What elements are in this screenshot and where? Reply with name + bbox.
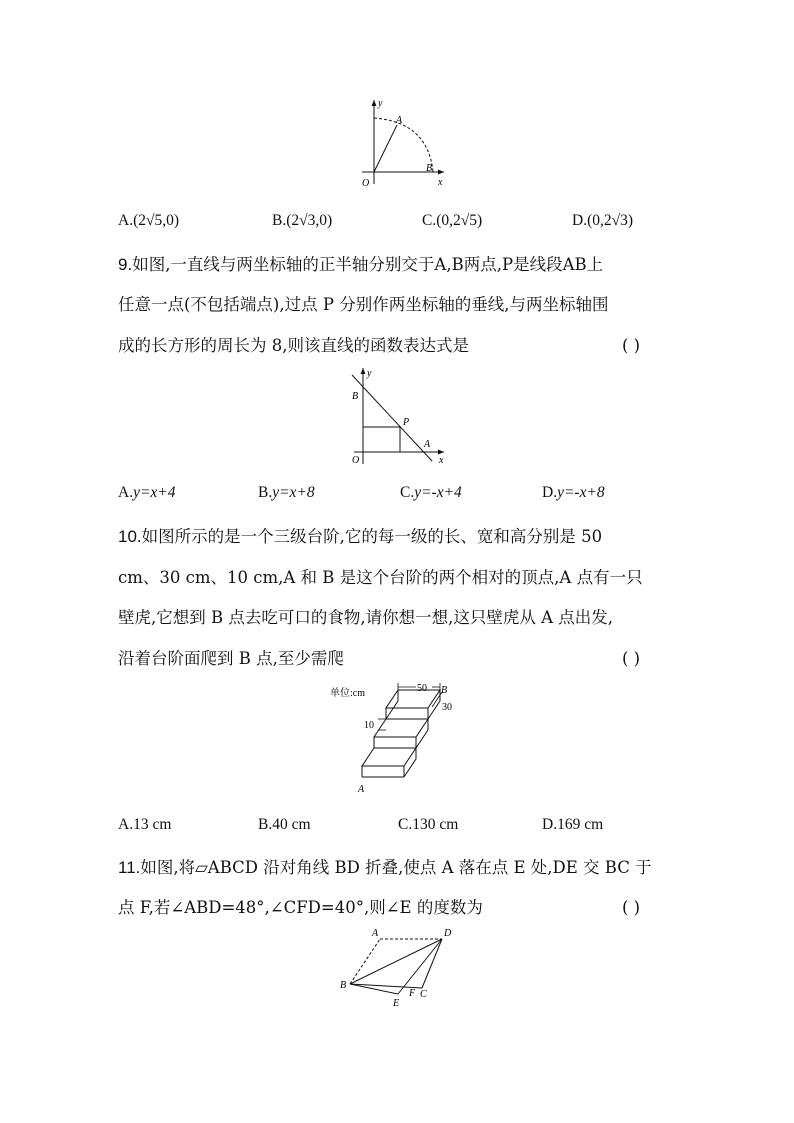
q9-answer-paren: ( ) xyxy=(622,336,641,355)
q9-option-c: C.y=-x+4 xyxy=(400,484,462,501)
q9-line-3: 成的长方形的周长为 8,则该直线的函数表达式是 xyxy=(118,336,469,355)
q8-label-b: B xyxy=(426,163,433,174)
q10-label-b: B xyxy=(441,685,448,696)
q10-option-c: C.130 cm xyxy=(398,816,459,833)
q10-line-1: 10.如图所示的是一个三级台阶,它的每一级的长、宽和高分别是 50 xyxy=(118,527,603,546)
q10-option-b: B.40 cm xyxy=(258,816,311,833)
q9-option-c-value: y=-x+4 xyxy=(414,484,462,501)
q9-x-arrow xyxy=(438,450,444,455)
q10-staircase-figure xyxy=(328,680,468,800)
q9-option-a-value: y=x+4 xyxy=(133,484,176,501)
q10-option-c-value: 130 cm xyxy=(412,816,459,833)
q10-height-label: 10 xyxy=(364,720,374,731)
q9-option-d: D.y=-x+8 xyxy=(542,484,605,501)
q8-label-y: y xyxy=(378,98,383,109)
q8-label-x: x xyxy=(438,177,443,188)
q11-number: 11. xyxy=(118,858,141,877)
q10-number: 10. xyxy=(118,527,142,546)
q11-label-d: D xyxy=(444,928,452,939)
q11-diagonal-bd xyxy=(350,939,442,984)
q8-y-arrow xyxy=(372,100,377,106)
q8-option-a: A.(2√5,0) xyxy=(118,212,180,229)
q9-line-2: 任意一点(不包括端点),过点 P 分别作两坐标轴的垂线,与两坐标轴围 xyxy=(118,295,609,314)
q11-line-1: 11.如图,将▱ABCD 沿对角线 BD 折叠,使点 A 落在点 E 处,DE 交 BC 于 xyxy=(118,858,652,877)
q9-label-b: B xyxy=(352,391,359,402)
q10-bottom-face xyxy=(362,748,416,766)
q11-label-b: B xyxy=(340,980,347,991)
q11-answer-paren: ( ) xyxy=(622,898,641,917)
q10-answer-paren: ( ) xyxy=(622,649,641,668)
q9-y-arrow xyxy=(361,368,366,374)
q9-line-1: 9.如图,一直线与两坐标轴的正半轴分别交于A,B两点,P是线段AB上 xyxy=(118,255,604,274)
q11-label-c: C xyxy=(420,989,427,1000)
q10-top-face xyxy=(386,690,440,708)
q9-label-o: O xyxy=(352,455,360,466)
q10-width-label: 30 xyxy=(442,702,452,713)
q8-figure xyxy=(340,92,460,192)
q10-line-2: cm、30 cm、10 cm,A 和 B 是这个台阶的两个相对的顶点,A 点有一只 xyxy=(118,568,643,587)
q11-side-de xyxy=(398,939,442,994)
q9-option-b: B.y=x+8 xyxy=(258,484,315,501)
q8-segment-oa xyxy=(374,125,397,172)
q8-label-a: A xyxy=(396,115,403,126)
q9-option-b-value: y=x+8 xyxy=(272,484,315,501)
q10-option-a-value: 13 cm xyxy=(133,816,172,833)
q9-label-y: y xyxy=(367,368,372,379)
q9-number: 9. xyxy=(118,255,133,274)
q9-label-p: P xyxy=(403,417,410,428)
q11-label-f: F xyxy=(409,988,416,999)
q11-dashed-ab xyxy=(350,939,380,984)
q8-option-c: C.(0,2√5) xyxy=(422,212,483,229)
q9-option-a: A.y=x+4 xyxy=(118,484,176,501)
q8-option-a-value: (2√5,0) xyxy=(133,212,180,229)
q10-option-d-value: 169 cm xyxy=(557,816,604,833)
q8-dashed-arc xyxy=(374,118,433,172)
q9-option-d-value: y=-x+8 xyxy=(557,484,605,501)
q8-x-arrow xyxy=(438,170,444,175)
q9-figure xyxy=(340,364,460,468)
q10-line-3: 壁虎,它想到 B 点去吃可口的食物,请你想一想,这只壁虎从 A 点出发, xyxy=(118,608,613,627)
q10-middle-face xyxy=(374,719,428,737)
q11-fold-figure xyxy=(330,924,470,1014)
q10-unit-label: 单位:cm xyxy=(330,688,365,699)
q9-label-a: A xyxy=(424,439,431,450)
q10-line-4: 沿着台阶面爬到 B 点,至少需爬 xyxy=(118,649,344,668)
q10-length-label: 50 xyxy=(417,683,427,694)
q8-option-d-value: (0,2√3) xyxy=(587,212,634,229)
q10-option-d: D.169 cm xyxy=(542,816,604,833)
q10-option-a: A.13 cm xyxy=(118,816,172,833)
q8-option-c-value: (0,2√5) xyxy=(436,212,483,229)
q8-option-b: B.(2√3,0) xyxy=(272,212,333,229)
q11-label-e: E xyxy=(393,998,400,1009)
q9-label-x: x xyxy=(439,455,444,466)
q11-label-a: A xyxy=(372,928,379,939)
q10-option-b-value: 40 cm xyxy=(272,816,311,833)
q8-label-o: O xyxy=(362,178,370,189)
q8-option-b-value: (2√3,0) xyxy=(286,212,333,229)
q8-option-d: D.(0,2√3) xyxy=(572,212,634,229)
q10-label-a: A xyxy=(358,784,365,795)
q11-line-2: 点 F,若∠ABD=48°,∠CFD=40°,则∠E 的度数为 xyxy=(118,898,483,917)
q9-line-ab xyxy=(352,375,432,461)
q11-side-dc xyxy=(422,939,442,988)
